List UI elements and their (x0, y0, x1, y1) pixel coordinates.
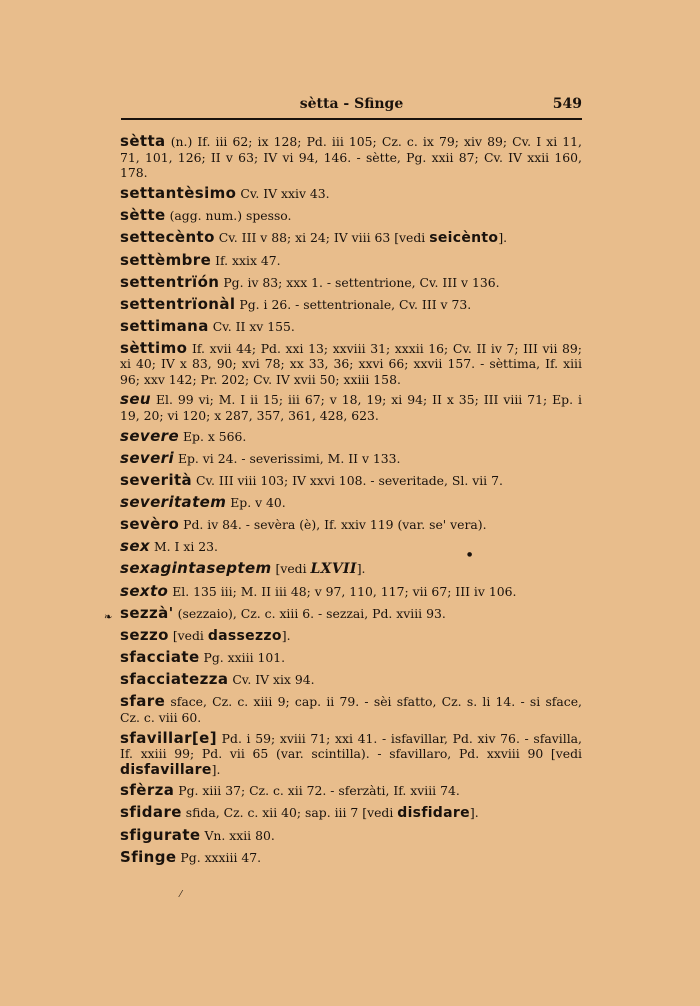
entry-body: Pg. xiii 37; Cz. c. xii 72. - sferzàti, If. xviii 74. (178, 783, 460, 799)
lemma: settantèsimo (120, 183, 237, 202)
entry-sezza (120, 603, 582, 622)
lemma: severe (120, 426, 180, 445)
cross-reference: LXVII (310, 560, 357, 577)
lemma: sexagintaseptem (120, 558, 272, 577)
lemma: sezzo (120, 625, 169, 644)
entry-body: Pd. iv 84. - sevèra (è), If. xxiv 119 (var. se' vera). (183, 516, 487, 532)
entry-sette (120, 205, 582, 224)
entry-body: Pg. xxiii 101. (203, 650, 286, 666)
entry-body: If. xxix 47. (215, 252, 281, 268)
entry-severitatem (120, 492, 582, 511)
ink-dot: ● (467, 551, 473, 558)
lemma: sezzà' (120, 603, 174, 622)
running-head: sètta - Sfinge (299, 96, 404, 112)
lemma: sfidare (120, 803, 182, 822)
lemma: sexto (120, 581, 169, 600)
entry-body: El. 99 vi; M. I ii 15; iii 67; v 18, 19; xi 94; II x 35; III viii 71; Ep. i 19, 20; vi 120; x 287, 357, 361, 428, 623. (120, 392, 582, 424)
entry-body: (sezzaio), Cz. c. xiii 6. - sezzai, Pd. xviii 93. (177, 605, 446, 621)
entry-setta (120, 134, 582, 181)
entry-body: Ep. v 40. (230, 494, 286, 510)
entry-sfare (120, 694, 582, 725)
entry-sfinge (120, 850, 582, 866)
lemma: severità (120, 470, 193, 489)
page-header (121, 96, 582, 116)
entry-tail: ]. (281, 627, 291, 643)
entry-settantesimo (120, 183, 582, 202)
entry-body: Cv. III viii 103; IV xxvi 108. - severitade, Sl. vii 7. (196, 472, 503, 488)
lemma: settecènto (120, 227, 215, 246)
entry-body: Ep. x 566. (182, 428, 247, 444)
entry-sfacciatezza (120, 672, 582, 688)
lemma: seu (120, 390, 151, 409)
page-number: 549 (552, 96, 582, 112)
entry-body: Ep. vi 24. - severissimi, M. II v 133. (177, 450, 401, 466)
entry-body: sfida, Cz. c. xii 40; sap. iii 7 [vedi (185, 805, 394, 821)
ink-smudge: ⁄ (180, 890, 182, 900)
entry-body: (agg. num.) spesso. (169, 207, 292, 223)
entry-severe (120, 426, 582, 445)
entry-sezzo (120, 625, 582, 645)
entry-sexto (120, 581, 582, 600)
entry-tail: ]. (469, 805, 479, 821)
entry-body: sface, Cz. c. xiii 9; cap. ii 79. - sèi sfatto, Cz. s. li 14. - si sface, Cz. c. viii 60. (120, 694, 582, 726)
entry-body: If. xvii 44; Pd. xxi 13; xxviii 31; xxxii 16; Cv. II iv 7; III vii 89; xi 40; IV x 83, 90; xvi 78; xx 33, 36; xxvi 66; xxvii 157. - sèttima, If. xiii 96; xxv 142; Pr. 202; Cv. IV xvii 50; xxiii 158. (120, 340, 582, 387)
entry-body: Pg. i 26. - settentrionale, Cv. III v 73. (239, 296, 472, 312)
entry-body: Cv. II xv 155. (212, 318, 295, 334)
entry-body: M. I xi 23. (153, 538, 218, 554)
lemma: severitatem (120, 492, 227, 511)
lemma: settimana (120, 316, 209, 335)
lemma: sèttimo (120, 338, 188, 357)
entry-settembre (120, 250, 582, 269)
entry-settecento (120, 227, 582, 247)
entry-sex (120, 536, 582, 555)
entry-tail: ]. (211, 761, 221, 777)
lemma: sfigurate (120, 826, 201, 845)
lemma: sfavillar[e] (120, 728, 217, 747)
cross-reference: dassezzo (207, 627, 282, 644)
lemma: sètta (120, 132, 166, 150)
entry-sfavillare (120, 728, 582, 779)
entry-severita (120, 470, 582, 489)
entry-body: (n.) If. iii 62; ix 128; Pd. iii 105; Cz. c. ix 79; xiv 89; Cv. I xi 11, 71, 101, 126; II v 63; IV vi 94, 146. - sètte, Pg. xxii 87; Cv. IV xxii 160, 178. (120, 134, 582, 181)
entry-settentrion (120, 272, 582, 291)
header-rule (121, 118, 582, 120)
lemma: sfacciatezza (120, 670, 229, 689)
lemma: settentrïonàl (120, 294, 236, 313)
cross-reference: disfidare (397, 805, 470, 822)
entry-body: Pd. i 59; xviii 71; xxi 41. - isfavillar, Pd. xiv 76. - sfavilla, If. xxiii 99; Pd. vii 65 (var. scintilla). - sfavillaro, Pd. xxviii 90 [vedi (120, 730, 582, 762)
entry-severo (120, 514, 582, 533)
entry-settimana (120, 316, 582, 335)
dictionary-entries (120, 134, 582, 872)
cross-reference: seicènto (429, 229, 499, 246)
entry-sfacciate (120, 650, 582, 666)
lemma: settèmbre (120, 250, 212, 269)
entry-body: Cv. IV xxiv 43. (240, 185, 330, 201)
ink-speck: ❧ (104, 612, 113, 623)
lemma: Sfinge (120, 848, 177, 867)
lemma: sfare (120, 692, 166, 711)
entry-severi (120, 448, 582, 467)
entry-body: Pg. iv 83; xxx 1. - settentrione, Cv. III v 136. (223, 274, 500, 290)
lemma: sevèro (120, 514, 180, 533)
lemma: sex (120, 536, 150, 555)
lemma: sfèrza (120, 781, 175, 800)
entry-body: [vedi (172, 627, 204, 643)
entry-sexagintaseptem (120, 558, 582, 578)
entry-body: El. 135 iii; M. II iii 48; v 97, 110, 117; vii 67; III iv 106. (172, 583, 517, 599)
entry-body: Cv. III v 88; xi 24; IV viii 63 [vedi (218, 229, 426, 245)
lemma: sètte (120, 205, 166, 224)
lemma: severi (120, 448, 174, 467)
entry-tail: ]. (356, 560, 366, 576)
entry-seu (120, 392, 582, 423)
entry-body: [vedi (275, 560, 307, 576)
entry-sferza (120, 783, 582, 799)
entry-settimo (120, 338, 582, 388)
entry-tail: ]. (498, 229, 508, 245)
entry-body: Vn. xxii 80. (204, 828, 275, 844)
entry-settentrional (120, 294, 582, 313)
lemma: settentrïón (120, 272, 220, 291)
lemma: sfacciate (120, 648, 200, 667)
entry-body: Cv. IV xix 94. (232, 672, 315, 688)
cross-reference: disfavillare (120, 761, 212, 778)
entry-body: Pg. xxxiii 47. (180, 850, 262, 866)
entry-sfigurate (120, 828, 582, 844)
entry-sfidare (120, 805, 582, 822)
